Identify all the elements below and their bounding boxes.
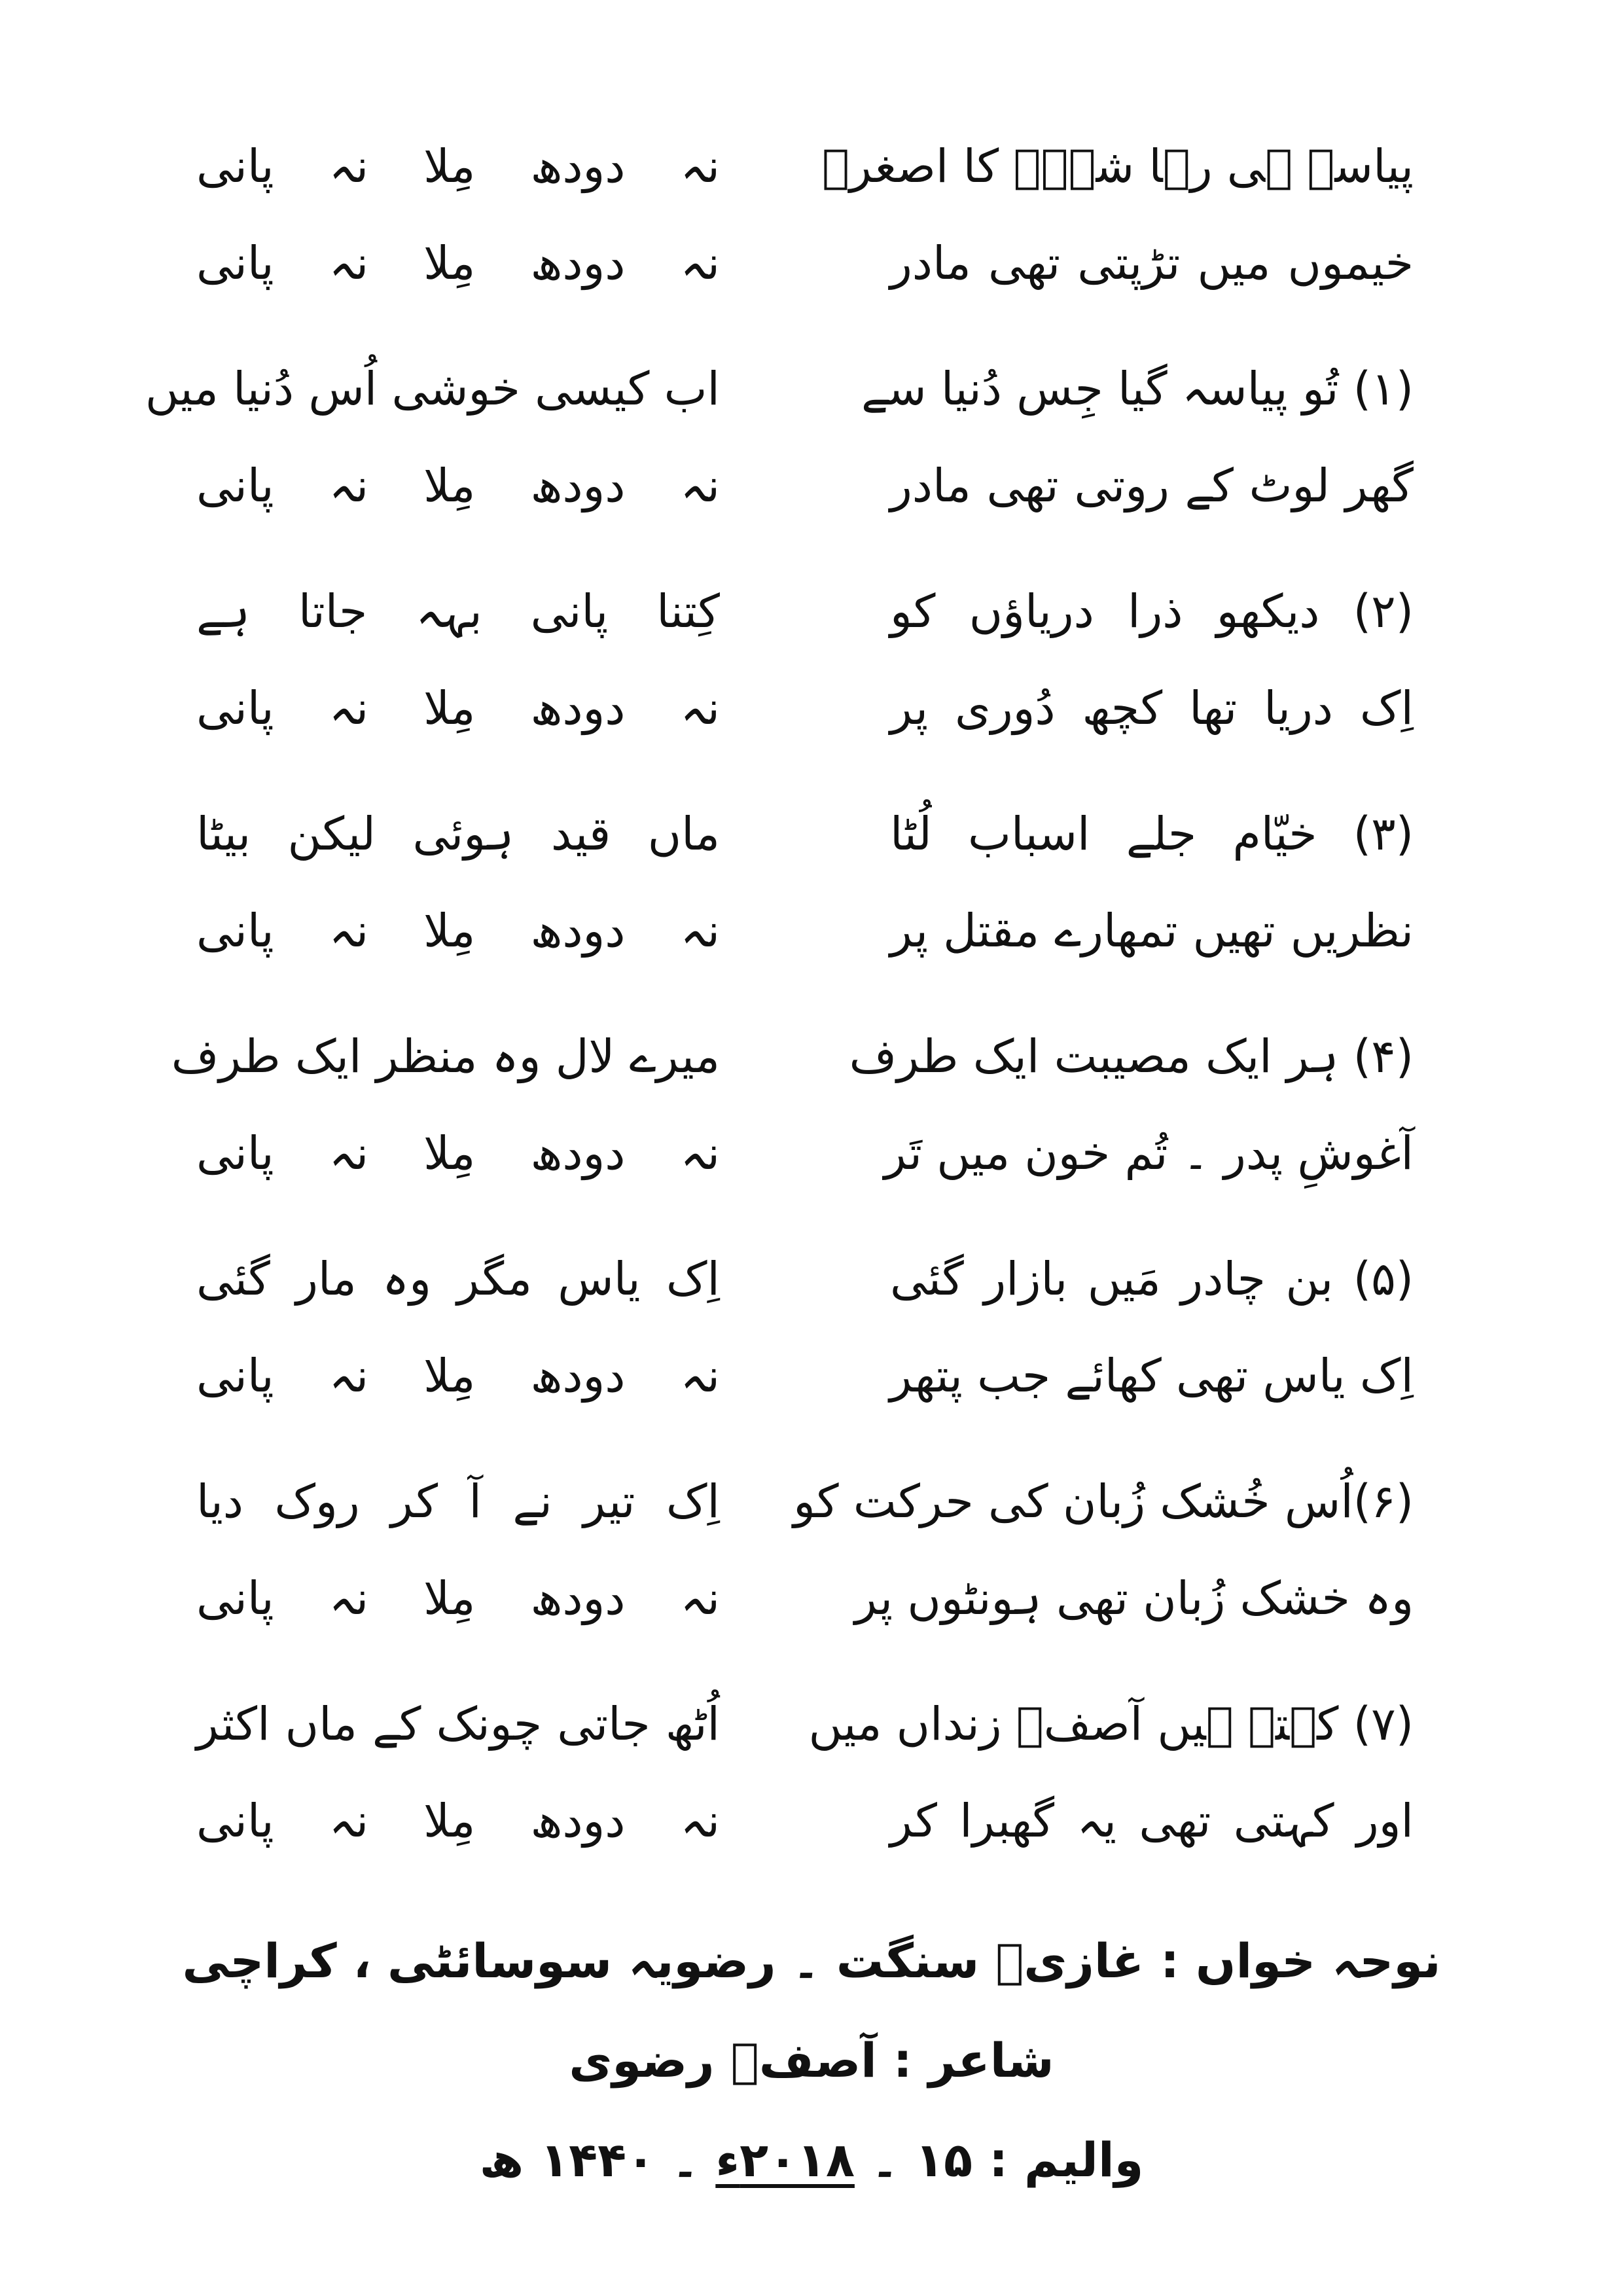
verse-first-half: اِک دریا تھا کچھ دُوری پر <box>890 681 1414 735</box>
verse-line <box>171 1008 1414 1105</box>
verse-second-half: اِک تیر نے آ کر روک دیا <box>196 1475 720 1528</box>
verse-line <box>196 437 1414 534</box>
verse-line <box>196 118 1414 215</box>
stanza-5 <box>196 1230 1414 1424</box>
verse-line <box>196 1676 1414 1772</box>
stanza-7 <box>196 1676 1414 1869</box>
verse-first-half: (۳) خیّام جلے اسباب لُٹا <box>890 807 1414 861</box>
verse-line <box>196 660 1414 757</box>
stanza-refrain <box>196 118 1414 312</box>
verse-second-half: اب کیسی خوشی اُس دُنیا میں <box>145 362 720 416</box>
verse-second-half: نہ دودھ مِلا نہ پانی <box>196 904 720 958</box>
verse-second-half: نہ دودھ مِلا نہ پانی <box>196 1571 720 1625</box>
verse-second-half: اُٹھ جاتی چونک کے ماں اکثر <box>196 1697 720 1751</box>
verse-line <box>196 1772 1414 1869</box>
verse-second-half: اِک یاس مگر وہ مار گئی <box>196 1252 720 1306</box>
verse-line <box>196 1453 1414 1550</box>
stanza-4 <box>171 1008 1414 1202</box>
verse-first-half: (۵) بن چادر مَیں بازار گئی <box>890 1252 1414 1306</box>
verse-first-half: (۷) کہتے ہیں آصفؔ زنداں میں <box>808 1697 1414 1751</box>
verse-first-half: (۴) ہر ایک مصیبت ایک طرف <box>849 1030 1414 1083</box>
reciter-credit: نوحہ خواں : غازیؑ سنگت ۔ رضویہ سوسائٹی ، کراچی <box>182 1933 1441 1988</box>
verse-second-half: ماں قید ہوئی لیکن بیٹا <box>196 807 720 861</box>
verse-first-half: خیموں میں تڑپتی تھی مادر <box>890 236 1414 290</box>
verse-first-half: (۱) تُو پیاسہ گیا جِس دُنیا سے <box>861 362 1414 416</box>
verse-second-half: نہ دودھ مِلا نہ پانی <box>196 1126 720 1180</box>
verse-second-half: نہ دودھ مِلا نہ پانی <box>196 236 720 290</box>
verse-first-half: آغوشِ پدر ۔ تُم خون میں تَر <box>883 1126 1414 1180</box>
verse-first-half: اور کہتی تھی یہ گھبرا کر <box>890 1794 1414 1848</box>
verse-second-half: نہ دودھ مِلا نہ پانی <box>196 139 720 193</box>
verse-line <box>196 1105 1414 1202</box>
volume-prefix: والیم : ۱۵ ۔ <box>854 2132 1144 2187</box>
verse-first-half: (۲) دیکھو ذرا دریاؤں کو <box>890 584 1414 638</box>
verse-first-half: پیاسہ ہی رہا شہہؑ کا اصغرؑ <box>822 139 1414 193</box>
verse-line <box>196 785 1414 882</box>
verse-line <box>196 1230 1414 1327</box>
verse-second-half: نہ دودھ مِلا نہ پانی <box>196 1794 720 1848</box>
poet-credit: شاعر : آصفؔ رضوی <box>569 2033 1054 2088</box>
volume-year: ۲۰۱۸ء <box>715 2132 855 2187</box>
verse-second-half: نہ دودھ مِلا نہ پانی <box>196 459 720 512</box>
verse-first-half: نظریں تھیں تمھارے مقتل پر <box>890 904 1414 958</box>
verse-second-half: کِتنا پانی بہہ جاتا ہے <box>196 584 720 638</box>
verse-line <box>196 215 1414 312</box>
verse-second-half: نہ دودھ مِلا نہ پانی <box>196 1349 720 1403</box>
verse-first-half: (۶)اُس خُشک زُبان کی حرکت کو <box>793 1475 1414 1528</box>
stanza-3 <box>196 785 1414 979</box>
verse-line <box>196 882 1414 979</box>
credits-block <box>0 1911 1623 2210</box>
stanza-2 <box>196 563 1414 757</box>
volume-suffix: ۔ ۱۴۴۰ ھ <box>479 2132 716 2187</box>
stanza-6 <box>196 1453 1414 1647</box>
verse-line <box>196 563 1414 660</box>
verse-line <box>196 1327 1414 1424</box>
verse-first-half: وہ خشک زُبان تھی ہونٹوں پر <box>854 1571 1414 1625</box>
volume-credit <box>0 2110 1623 2210</box>
verse-line <box>145 340 1414 437</box>
verse-second-half: میرے لال وہ منظر ایک طرف <box>171 1030 720 1083</box>
verse-first-half: اِک یاس تھی کھائے جب پتھر <box>889 1349 1414 1403</box>
verse-first-half: گھر لوٹ کے روتی تھی مادر <box>890 459 1414 512</box>
stanza-1 <box>145 340 1414 534</box>
verse-line <box>196 1550 1414 1647</box>
verse-second-half: نہ دودھ مِلا نہ پانی <box>196 681 720 735</box>
